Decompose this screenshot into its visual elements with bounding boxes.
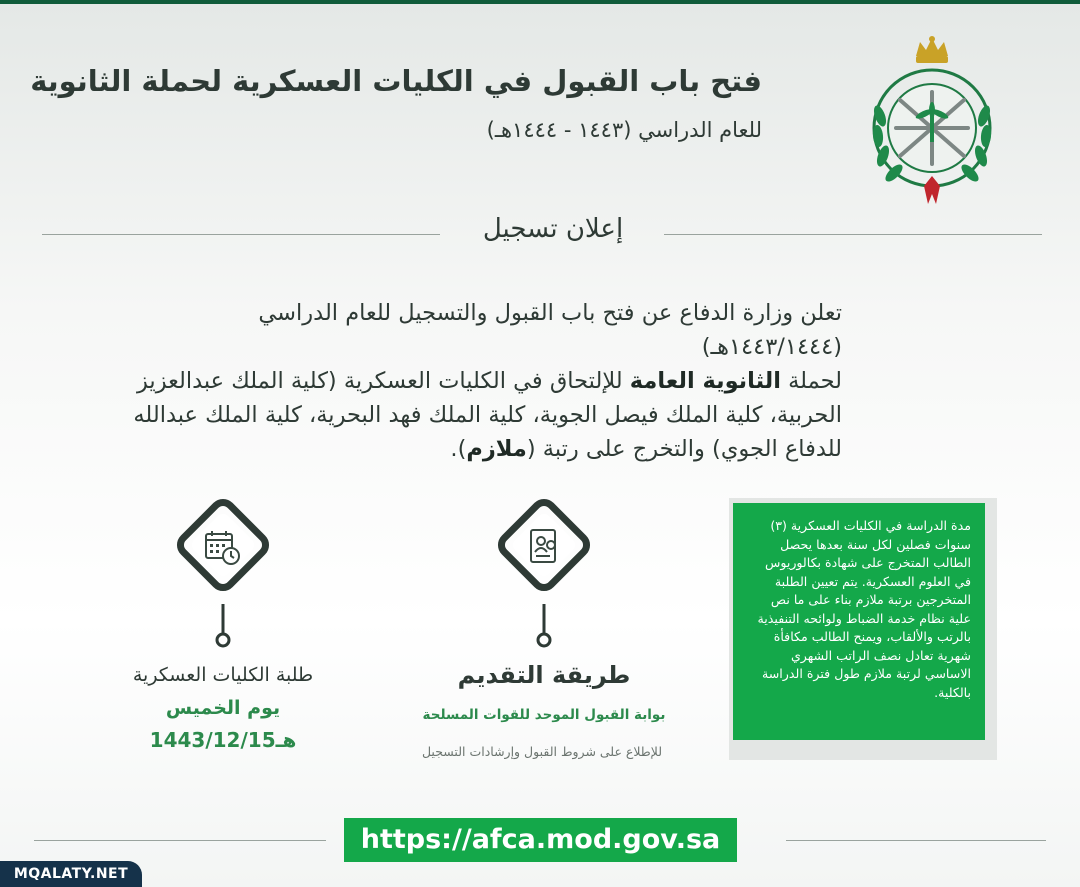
- announcement-text: للدفاع الجوي) والتخرج على رتبة (: [526, 436, 842, 462]
- announcement-line-1: تعلن وزارة الدفاع عن فتح باب القبول والتسجيل للعام الدراسي (١٤٤٣/١٤٤٤هـ): [258, 300, 842, 360]
- calendar-clock-icon: [203, 528, 243, 568]
- application-document-icon: [524, 526, 564, 566]
- top-accent-bar: [0, 0, 1080, 4]
- announcement-text: ).: [450, 436, 467, 462]
- announcement-paragraph: [120, 296, 842, 466]
- study-info-box: مدة الدراسة في الكليات العسكرية (٣) سنوات فصلين لكل سنة بعدها يحصل الطالب المتخرج على شهادة بكالوريوس في العلوم العسكرية. يتم تعيين الطلبة المتخرجين برتبة ملازم بناء على ما نص علية نظام خدمة الضباط ولوائحه التنفيذية بالرتب والألقاب، ويمنح الطالب مكافأة شهرية تعادل نصف الراتب الشهري الاساسي لرتبة ملازم طول فترة الدراسة بالكلية.: [733, 503, 985, 740]
- announcement-text: للإلتحاق في الكليات العسكرية (كلية الملك عبدالعزيز: [137, 368, 630, 394]
- announcement-text: لحملة: [780, 368, 842, 394]
- students-card-graphic: [168, 490, 278, 650]
- announcement-highlight: الثانوية العامة: [629, 368, 781, 394]
- students-card-title: طلبة الكليات العسكرية: [132, 664, 314, 686]
- announcement-line-4: [120, 432, 842, 466]
- apply-note: للإطلاع على شروط القبول وإرشادات التسجيل: [421, 744, 663, 759]
- academic-year-subtitle: للعام الدراسي (١٤٤٣ - ١٤٤٤هـ): [486, 118, 762, 142]
- apply-card-graphic: [489, 490, 599, 650]
- website-url-link[interactable]: https://afca.mod.gov.sa: [344, 818, 737, 862]
- apply-portal-link[interactable]: بوابة القبول الموحد للقوات المسلحة: [422, 707, 666, 723]
- ministry-emblem-icon: [866, 36, 998, 214]
- section-heading: إعلان تسجيل: [482, 214, 624, 244]
- bottom-divider-right: [786, 840, 1046, 841]
- announcement-line-2: [120, 364, 842, 398]
- page-title: فتح باب القبول في الكليات العسكرية لحملة الثانوية: [30, 64, 762, 98]
- bottom-divider-left: [34, 840, 326, 841]
- students-card-day: يوم الخميس: [165, 697, 281, 719]
- students-card-date: 1443/12/15هـ: [149, 728, 297, 752]
- divider-right: [664, 234, 1042, 235]
- site-watermark: MQALATY.NET: [0, 861, 142, 887]
- announcement-line-3: الحربية، كلية الملك فيصل الجوية، كلية الملك فهد البحرية، كلية الملك عبدالله: [133, 402, 842, 428]
- announcement-highlight: ملازم: [466, 436, 527, 462]
- divider-left: [42, 234, 440, 235]
- apply-card-title: طريقة التقديم: [457, 661, 631, 689]
